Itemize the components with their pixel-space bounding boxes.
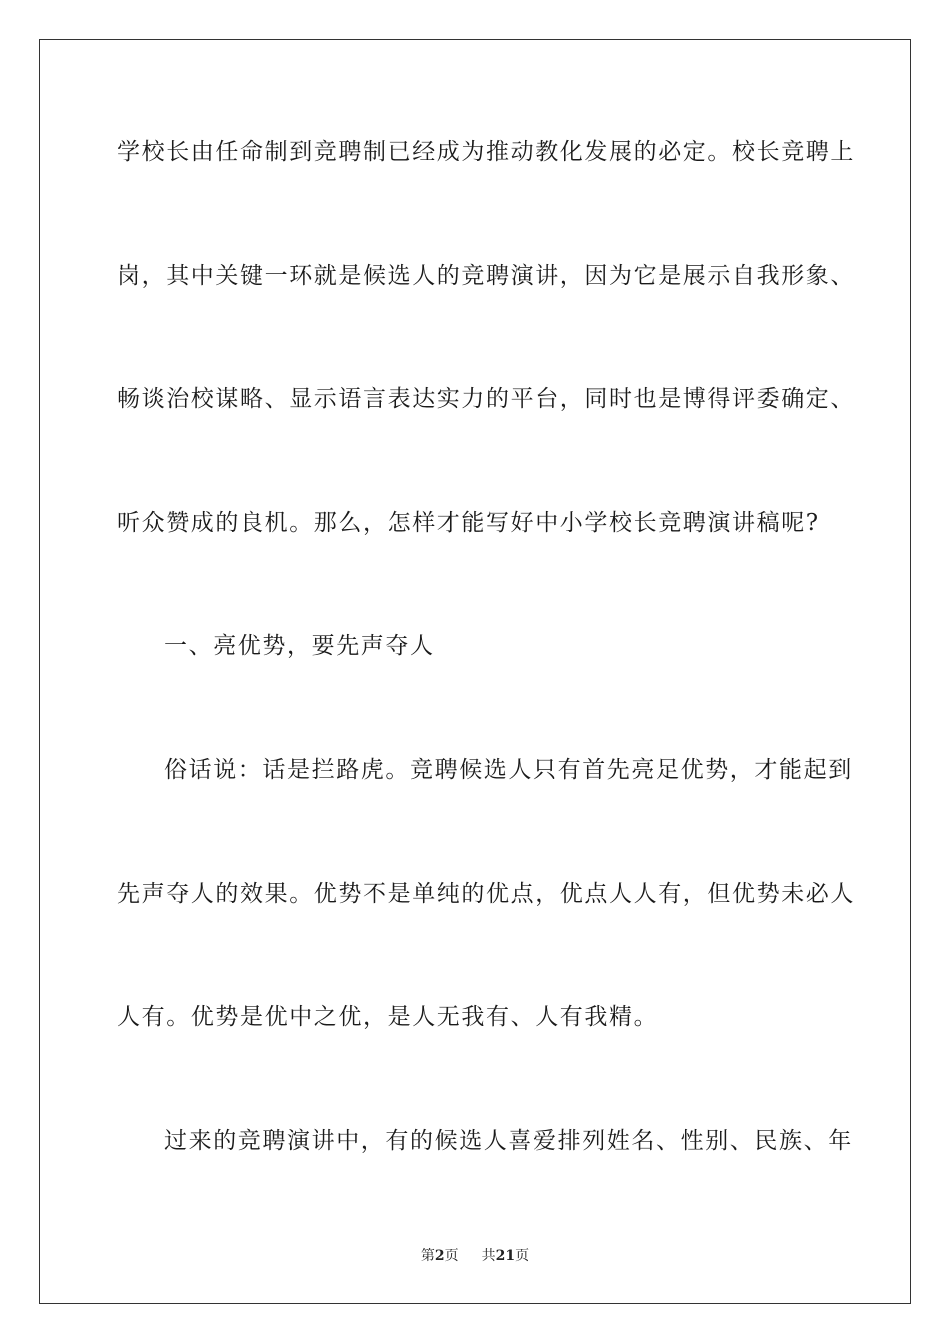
body-text-line: 人有。优势是优中之优，是人无我有、人有我精。 <box>117 1004 659 1030</box>
page-border <box>39 39 911 1304</box>
section-heading: 一、亮优势，要先声夺人 <box>164 633 435 659</box>
body-text-line: 学校长由任命制到竞聘制已经成为推动教化发展的必定。校长竞聘上 <box>117 139 855 165</box>
page-prefix: 第 <box>420 1248 435 1264</box>
current-page-number: 2 <box>434 1248 445 1264</box>
total-pages-number: 21 <box>495 1248 516 1264</box>
body-text-line: 畅谈治校谋略、显示语言表达实力的平台，同时也是博得评委确定、 <box>117 386 855 412</box>
page-suffix: 页 <box>444 1248 459 1264</box>
page-footer <box>0 1246 950 1266</box>
total-prefix: 共 <box>481 1248 496 1264</box>
body-text-line: 听众赞成的良机。那么，怎样才能写好中小学校长竞聘演讲稿呢? <box>117 510 820 536</box>
body-text-line: 先声夺人的效果。优势不是单纯的优点，优点人人有，但优势未必人 <box>117 881 855 907</box>
body-text-line: 过来的竞聘演讲中，有的候选人喜爱排列姓名、性别、民族、年 <box>164 1128 853 1154</box>
body-text-line: 俗话说：话是拦路虎。竞聘候选人只有首先亮足优势，才能起到 <box>164 757 853 783</box>
total-suffix: 页 <box>515 1248 530 1264</box>
body-text-line: 岗，其中关键一环就是候选人的竞聘演讲，因为它是展示自我形象、 <box>117 263 855 289</box>
